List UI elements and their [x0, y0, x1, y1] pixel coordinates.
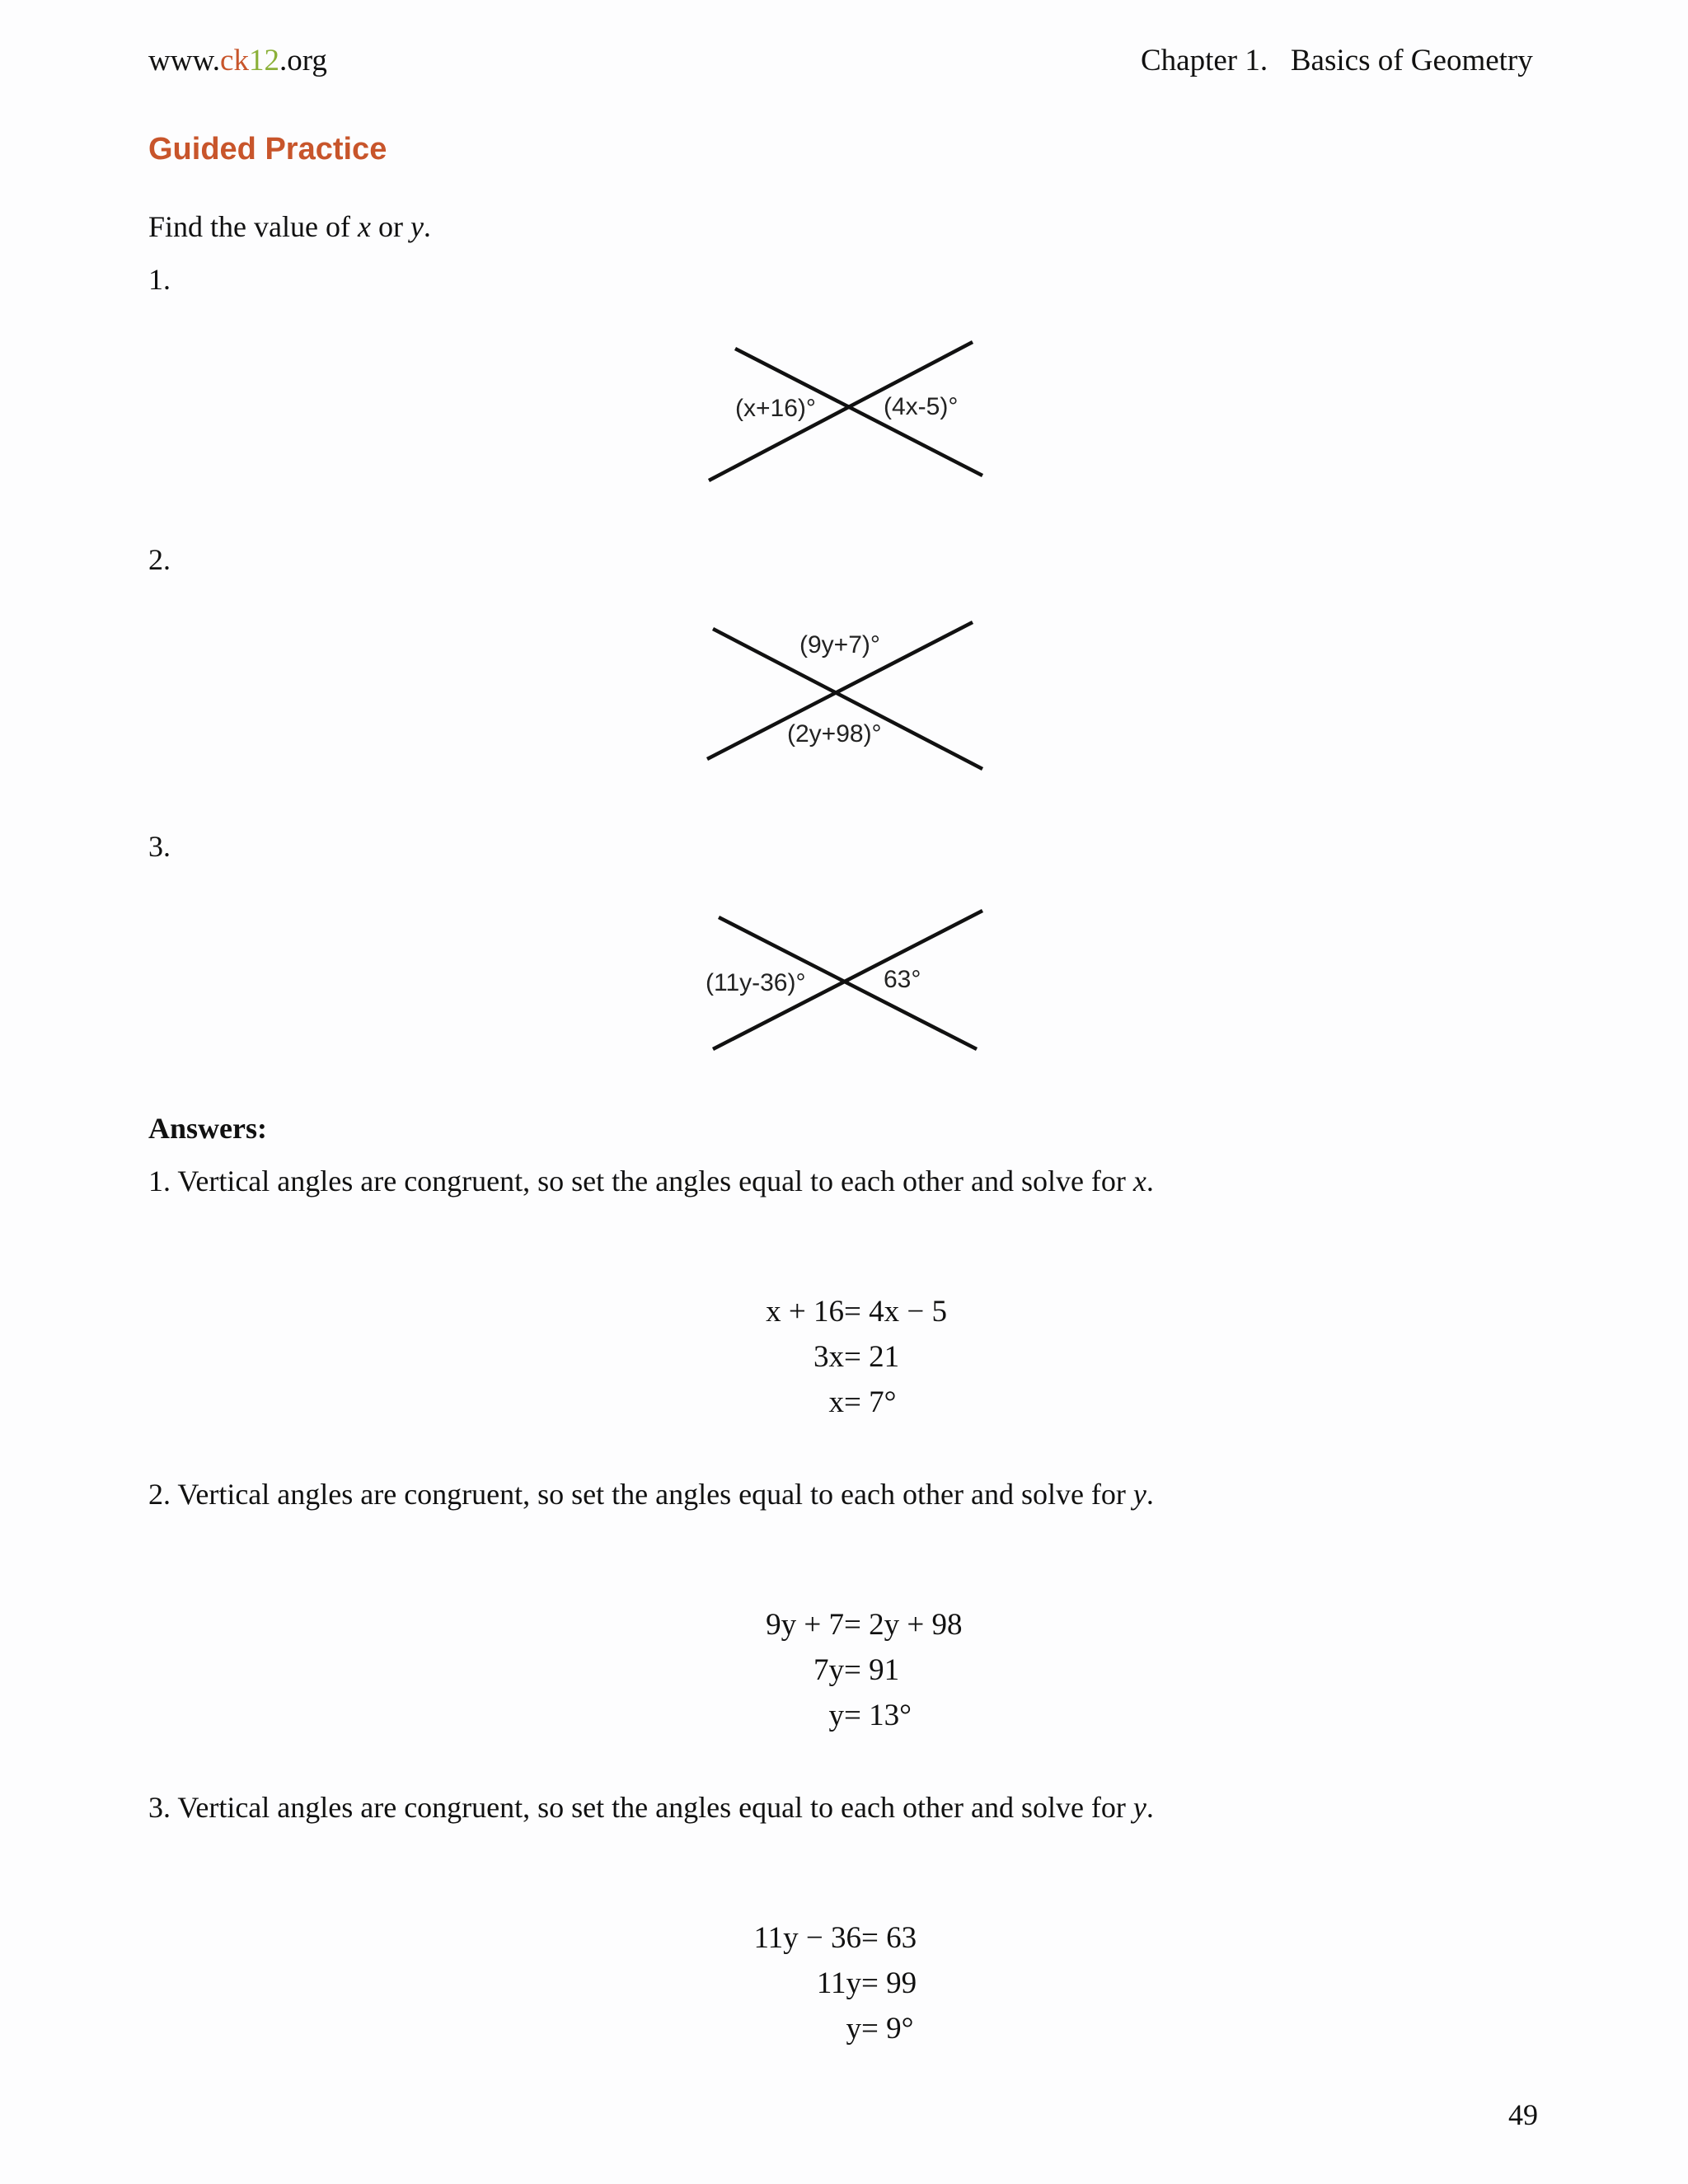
section-title: Guided Practice	[148, 132, 387, 166]
equation-lhs: y	[846, 2012, 861, 2046]
equation-rhs: = 4x − 5	[844, 1295, 947, 1329]
site-ck: ck	[220, 44, 249, 77]
equation-rhs: = 7°	[844, 1385, 897, 1419]
answers-heading: Answers:	[148, 1112, 267, 1145]
angle-label-bottom: (2y+98)°	[787, 720, 882, 748]
intro-part: .	[423, 210, 431, 243]
figure-problem-1	[692, 334, 997, 486]
answer-variable: x	[1132, 1165, 1146, 1197]
problem-number: 3.	[148, 830, 171, 863]
intro-var-y: y	[410, 210, 424, 243]
equation-lhs: 7y	[814, 1653, 844, 1687]
site-url	[148, 43, 327, 78]
answer-text	[148, 1790, 1154, 1825]
page-number: 49	[1508, 2098, 1538, 2131]
answer-end: .	[1146, 1478, 1154, 1511]
angle-label-right: 63°	[884, 966, 921, 993]
equation-lhs: y	[828, 1699, 844, 1732]
equation-lhs: 11y	[816, 1966, 861, 2000]
figure-problem-2	[692, 614, 997, 779]
equation-rhs: = 21	[844, 1340, 900, 1374]
answer-variable: y	[1132, 1791, 1146, 1824]
equation-rhs: = 9°	[861, 2012, 914, 2046]
site-suffix: .org	[279, 44, 327, 77]
equation-rhs: = 63	[861, 1921, 917, 1955]
intro-text	[148, 209, 431, 244]
answer-sentence: 3. Vertical angles are congruent, so set the angles equal to each other and solve for	[148, 1791, 1133, 1824]
equation-lhs: 9y + 7	[766, 1608, 844, 1642]
equation-lhs: 11y − 36	[753, 1921, 861, 1955]
answer-end: .	[1146, 1165, 1154, 1197]
answer-text	[148, 1164, 1154, 1198]
intro-part: Find the value of	[148, 210, 358, 243]
site-12: 12	[248, 44, 279, 77]
site-prefix: www.	[148, 44, 221, 77]
equation-rhs: = 2y + 98	[844, 1608, 963, 1642]
problem-number: 2.	[148, 543, 171, 576]
figure-problem-3	[692, 902, 997, 1055]
equation-lhs: 3x	[814, 1340, 844, 1374]
problem-number: 1.	[148, 263, 171, 296]
equation-rhs: = 99	[861, 1966, 917, 2000]
angle-label-left: (x+16)°	[735, 395, 816, 422]
angle-label-top: (9y+7)°	[799, 631, 880, 658]
equation-rhs: = 91	[844, 1653, 900, 1687]
answer-sentence: 2. Vertical angles are congruent, so set the angles equal to each other and solve for	[148, 1478, 1133, 1511]
equation-lhs: x	[828, 1385, 844, 1419]
answer-variable: y	[1132, 1478, 1146, 1511]
equation-lhs: x + 16	[766, 1295, 844, 1329]
answer-text	[148, 1477, 1154, 1511]
chapter-title: Chapter 1. Basics of Geometry	[1141, 44, 1533, 77]
equation-rhs: = 13°	[844, 1699, 912, 1732]
angle-label-right: (4x-5)°	[884, 393, 959, 420]
intro-var-x: x	[357, 210, 371, 243]
answer-end: .	[1146, 1791, 1154, 1824]
intro-part: or	[370, 210, 410, 243]
answer-sentence: 1. Vertical angles are congruent, so set the angles equal to each other and solve for	[148, 1165, 1133, 1197]
angle-label-left: (11y-36)°	[706, 969, 806, 996]
